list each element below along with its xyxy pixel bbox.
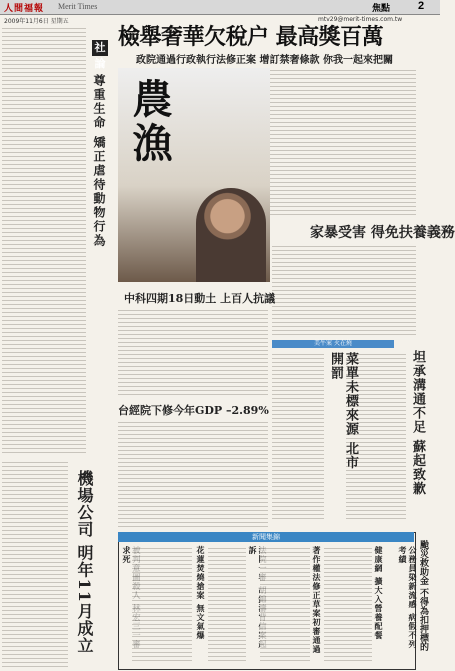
section-label: 焦點	[372, 4, 391, 14]
news-brief-item: 求死	[122, 546, 132, 564]
protest-photo	[118, 68, 270, 282]
newspaper-logo-english: Merit Times	[58, 2, 98, 11]
gdp-body-text	[118, 420, 268, 528]
side-brief-headline: 颱災救助金 不得為扣押標的	[418, 540, 428, 652]
editorial-label: 社論	[92, 40, 108, 56]
food-label-headline: 菜單未標來源 北市開罰	[328, 352, 358, 470]
news-brief-item: 花蓮焚燒搶案 無文氣爆	[196, 546, 206, 640]
news-brief-item: 著作權法修正草案初審通過	[312, 546, 322, 654]
brief-body-text	[324, 546, 372, 664]
section-strip: 美牛案 火在燒	[272, 340, 394, 348]
editorial-title: 尊重生命 矯正虐待動物行為	[92, 74, 106, 249]
editorial-body-text	[2, 26, 86, 456]
domestic-violence-body-text	[272, 244, 416, 336]
newspaper-logo: 人間福報	[4, 4, 45, 14]
main-headline: 檢舉奢華欠稅户 最高獎百萬	[118, 24, 384, 50]
brief-body-text	[260, 546, 310, 664]
news-briefs-bar: 新聞集錦	[118, 532, 414, 542]
column-body-text	[2, 460, 68, 668]
website-address: mtv29@merit-times.com.tw	[318, 16, 403, 23]
photo-caption-headline: 中科四期18日動土 上百人抗議	[124, 292, 276, 305]
brief-body-text	[208, 546, 246, 664]
protester-figure	[196, 188, 266, 282]
gdp-headline: 台經院下修今年GDP –2.89%	[118, 404, 269, 417]
page-number: 2	[418, 0, 425, 12]
airport-headline: 機場公司 明年11月成立	[75, 470, 94, 654]
news-brief-item: 健康網 擴大入營養配餐	[374, 546, 384, 640]
dateline: 2009年11月6日 星期五	[4, 18, 69, 25]
news-brief-item: 公務員染新流感 病假不列考績	[398, 546, 418, 649]
brief-body-text	[132, 546, 192, 664]
main-story-body-text	[270, 68, 416, 218]
food-label-body-text	[272, 352, 324, 522]
domestic-violence-headline: 家暴受害 得免扶養義務	[310, 225, 455, 241]
protest-body-text	[118, 308, 268, 398]
news-brief-item: 訴	[248, 546, 258, 555]
ditch-headline: 坦承溝通不足 蘇起致歉	[410, 350, 425, 496]
protest-banner-text: 農漁	[126, 78, 173, 166]
main-subhead: 政院通過行政執行法修正案 增訂禁奢條款 你我一起來把關	[136, 55, 393, 66]
